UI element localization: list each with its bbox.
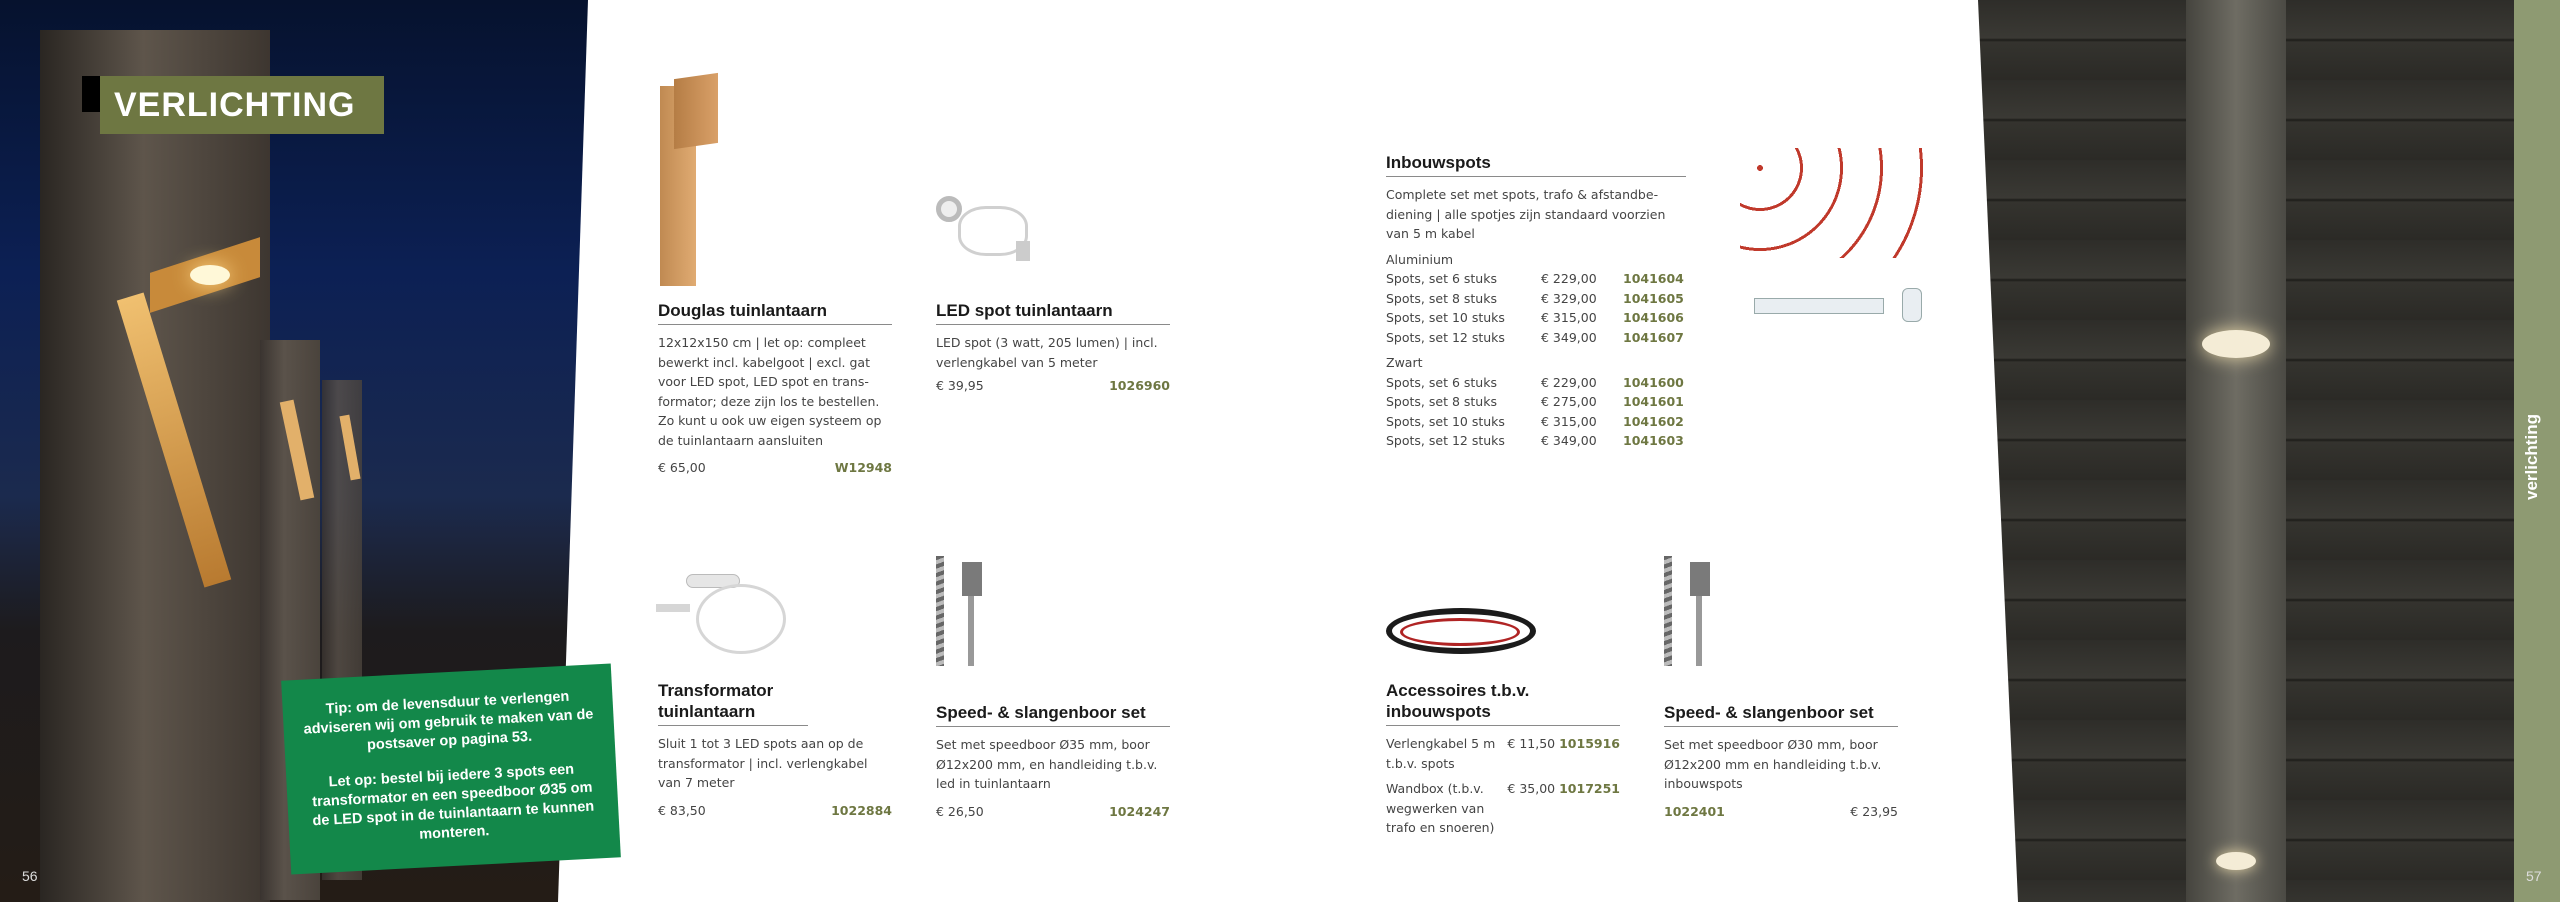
inbouwspots-image	[1740, 148, 1926, 328]
table-row: Spots, set 6 stuks € 229,00 1041604	[1386, 271, 1684, 286]
product-price: € 83,50	[658, 802, 706, 818]
table-row: Spots, set 10 stuks € 315,00 1041602	[1386, 413, 1684, 429]
product-price: € 39,95	[936, 378, 984, 393]
product-title: Speed- & slangenboor set	[1664, 702, 1898, 727]
product-douglas	[658, 300, 892, 475]
accessory-label: Wandbox (t.b.v. wegwerken van trafo en snoeren)	[1386, 781, 1495, 835]
product-title: Speed- & slangenboor set	[936, 702, 1170, 727]
product-description: Sluit 1 tot 3 LED spots aan op de transformator | incl. verlengkabel van 7 meter	[658, 736, 868, 790]
product-accessoires	[1386, 680, 1620, 838]
price-table-aluminium	[1386, 269, 1684, 347]
product-code: 1024247	[1109, 803, 1170, 819]
table-row: Spots, set 12 stuks € 349,00 1041603	[1386, 433, 1684, 448]
douglas-lantern-image	[660, 76, 740, 286]
table-row: Spots, set 8 stuks € 275,00 1041601	[1386, 394, 1684, 409]
accessory-code: 1015916	[1559, 736, 1620, 751]
product-description: Complete set met spots, trafo & afstandbediening | alle spotjes zijn standaard voorzien van 5 m kabel	[1386, 187, 1666, 241]
product-drill-set-2	[1664, 702, 1898, 819]
product-transformator	[658, 680, 892, 818]
product-code: 1026960	[1109, 378, 1170, 393]
product-description: LED spot (3 watt, 205 lumen) | incl. verlengkabel van 5 meter	[936, 335, 1158, 370]
accessory-price: € 11,50	[1507, 736, 1556, 751]
table-row: Spots, set 6 stuks € 229,00 1041600	[1386, 374, 1684, 390]
product-price: € 23,95	[1850, 803, 1898, 819]
product-description: Set met speedboor Ø35 mm, boor Ø12x200 mm, en handleiding t.b.v. led in tuinlantaarn	[936, 737, 1158, 791]
group-label-zwart: Zwart	[1386, 355, 1423, 370]
product-code: W12948	[834, 460, 892, 475]
section-title: VERLICHTING	[100, 76, 384, 134]
table-row: Spots, set 12 stuks € 349,00 1041607	[1386, 329, 1684, 345]
tip-text: Tip: om de levensduur te verlengen adviseren wij om gebruik te maken van de postsaver op pagina 53.	[303, 688, 594, 754]
product-title: Transformator tuinlantaarn	[658, 680, 808, 726]
accessory-code: 1017251	[1559, 781, 1620, 796]
accessory-price: € 35,00	[1507, 781, 1556, 796]
product-code: 1022884	[831, 802, 892, 818]
title-marker	[82, 76, 100, 112]
product-code: 1022401	[1664, 803, 1725, 819]
led-spot-image	[936, 186, 1056, 276]
product-drill-set-1	[936, 702, 1170, 819]
group-label-aluminium: Aluminium	[1386, 251, 1454, 267]
table-row: Spots, set 10 stuks € 315,00 1041606	[1386, 310, 1684, 325]
side-label: verlichting	[2522, 414, 2541, 500]
product-title: Inbouwspots	[1386, 152, 1686, 177]
drill-set-image-2	[1664, 556, 1734, 666]
product-led-spot	[936, 300, 1170, 393]
transformer-image	[656, 574, 796, 664]
product-price: € 65,00	[658, 460, 706, 475]
right-photo	[1976, 0, 2516, 902]
page-number-left: 56	[22, 868, 38, 884]
product-description: Set met speedboor Ø30 mm, boor Ø12x200 mm en handleiding t.b.v. inbouwspots	[1664, 737, 1882, 791]
product-title: Accessoires t.b.v. inbouwspots	[1386, 680, 1620, 726]
product-price: € 26,50	[936, 803, 984, 819]
drill-set-image-1	[936, 556, 1006, 666]
product-description: 12x12x150 cm | let op: compleet bewerkt incl. kabelgoot | excl. gat voor LED spot, LED spot en transformator; deze zijn los te bestellen. Zo kunt u ook uw eigen systeem op de tuinlantaarn aansluiten	[658, 335, 882, 448]
price-table-zwart	[1386, 373, 1684, 451]
notice-text: Let op: bestel bij iedere 3 spots een transformator en een speedboor Ø35 om de LED spot in de tuinlantaarn te kunnen monteren.	[311, 761, 595, 843]
tip-box	[281, 663, 621, 874]
table-row: Spots, set 8 stuks € 329,00 1041605	[1386, 290, 1684, 306]
product-title: Douglas tuinlantaarn	[658, 300, 892, 325]
product-inbouwspots	[1386, 152, 1686, 451]
product-title: LED spot tuinlantaarn	[936, 300, 1170, 325]
accessoires-image	[1386, 604, 1538, 664]
accessory-label: Verlengkabel 5 m t.b.v. spots	[1386, 736, 1496, 771]
page-number-right: 57	[2526, 868, 2542, 884]
